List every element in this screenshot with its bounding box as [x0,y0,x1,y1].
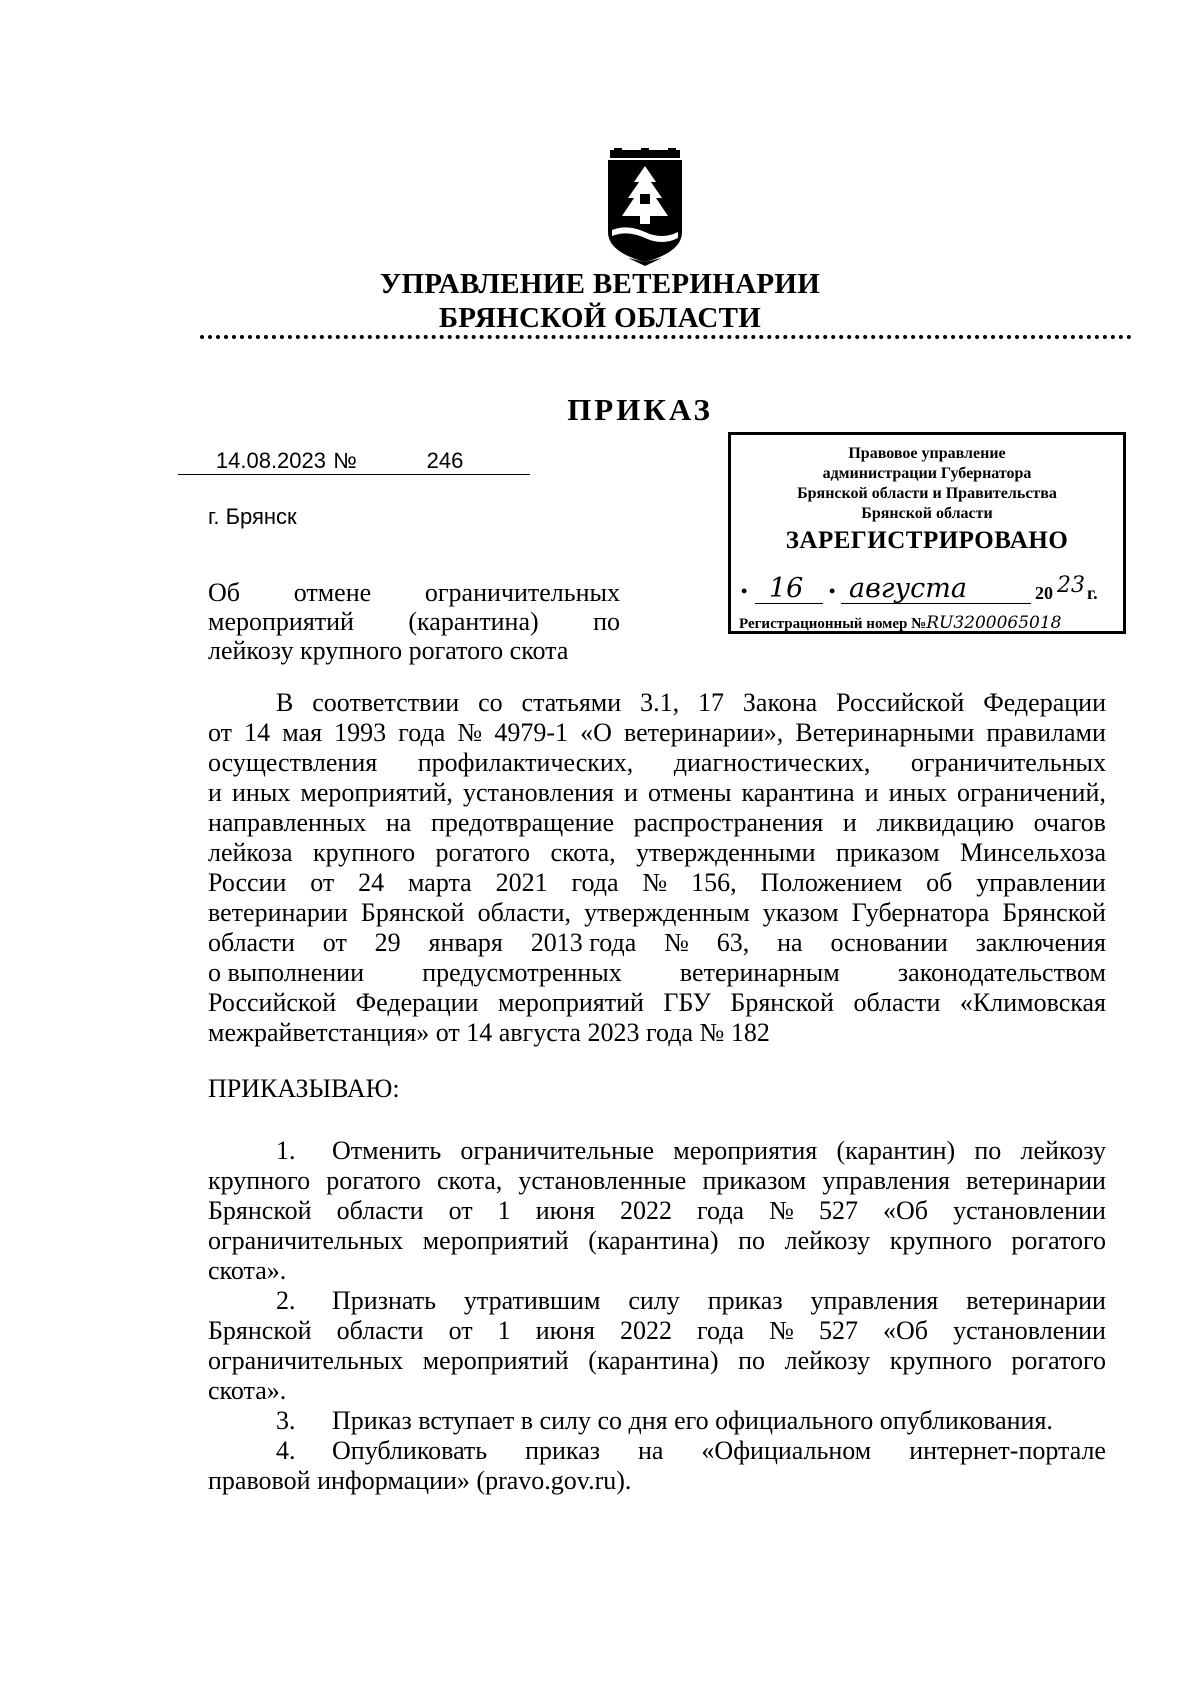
word: на [777,928,803,957]
word: области [208,928,295,957]
word: рогатого [1011,1346,1106,1375]
word: мероприятий [422,1226,569,1255]
word: 63, [716,928,750,957]
word: Об [208,578,241,607]
text-line [208,1316,1106,1346]
word: на [385,808,412,837]
word: Брянской [208,1316,312,1345]
item-number: 4. [276,1436,296,1465]
word: 3.1, [640,688,680,717]
word: области [336,1316,424,1345]
word: ветеринарии [208,898,348,927]
document-title: ПРИКАЗ [567,392,713,427]
word: В [276,688,294,717]
stamp-date: • 16 • августа 20 23 г. [741,573,1098,604]
word: лейкозу [784,1226,871,1255]
item-number: 3. [276,1406,296,1435]
stamp-registration-number [739,613,1125,633]
word: ветеринарным [679,958,840,987]
word: мая [282,718,323,747]
word: России [208,868,287,897]
word: января [428,928,503,957]
text-line [208,1436,1106,1466]
word: 2022 [619,1316,672,1345]
preamble-last-line: межрайветстанция» от 14 августа 2023 года № 182 [208,1018,770,1047]
stamp-year-prefix: 20 [1035,583,1053,603]
word: Положением [760,868,903,897]
preamble-paragraph [208,688,1106,1048]
stamp-line: Брянской области [861,505,993,522]
dotted-divider [200,335,1132,339]
word: 2021 [495,868,548,897]
stamp-line: Правовое управление [848,445,1006,462]
word: 1993 [334,718,387,747]
word: законодательством [897,958,1106,987]
stamp-day: 16 [769,573,804,604]
word: ветеринарии», [624,718,784,747]
word: июня [535,1196,595,1225]
word: года [398,718,446,747]
stamp-line: Брянской области и Правительства [797,485,1057,502]
word: рогатого [1011,1226,1106,1255]
word: ограничительных [208,1346,404,1375]
word: от [310,868,335,897]
word: «Климовская [959,988,1106,1017]
word: Федерации [983,688,1106,717]
item-text: Приказ вступает в силу со дня его официального опубликования. [332,1406,1053,1435]
order-item-1-last: скота». [208,1256,287,1285]
document-city: г. Брянск [208,504,297,529]
word: отмене [293,578,372,607]
word: указом [762,898,839,927]
word: 2013 года [530,928,637,957]
word: ГБУ [663,988,711,1017]
bryansk-coat-of-arms-icon [604,148,686,266]
word: утратившим [463,1286,601,1315]
text-line [208,688,1106,718]
word: июня [535,1316,595,1345]
word: приказом [835,838,940,867]
word: года [571,868,619,897]
text-line [208,1226,1106,1256]
word: мероприятий, [300,778,453,807]
word: Брянской [1002,898,1106,927]
number-sign: № [330,448,360,475]
word: об [926,868,953,897]
word: и [208,778,222,807]
order-items [208,1136,1106,1496]
word: лейкозу [1020,1136,1106,1165]
word: управления [822,1166,951,1195]
word: № [457,718,483,747]
word: ветеринарии [966,1166,1106,1195]
text-line [208,868,1106,898]
word: крупного [889,1346,992,1375]
text-line [208,838,1106,868]
word: очагов [1033,808,1106,837]
word: 4979-1 [494,718,568,747]
word: силу [628,1286,680,1315]
word: «О [580,718,612,747]
word: осуществления [208,748,378,777]
word: (карантина) [408,607,539,636]
word: статьями [521,688,622,717]
word: области [336,1196,424,1225]
word: установленные [518,1166,687,1195]
word: иных [888,778,947,807]
word: скота, [437,1166,503,1195]
word: соответствии [312,688,460,717]
word: приказом [702,1166,807,1195]
item-number: 1. [276,1136,296,1165]
stamp-registered: ЗАРЕГИСТРИРОВАНО [785,527,1069,554]
word: крупного [208,1166,311,1195]
text-line [208,718,1106,748]
word: «Об [883,1196,929,1225]
word: 29 [374,928,401,957]
word: 1 [497,1316,511,1345]
word: Минсельхоза [959,838,1106,867]
word: и [864,778,879,807]
word: и [842,808,857,837]
word: Губернатора [851,898,990,927]
word: 17 [697,688,724,717]
word: Отменить [332,1136,442,1165]
word: 24 [358,868,385,897]
text-line [208,1136,1106,1166]
stamp-line: администрации Губернатора [822,465,1032,482]
text-line [208,808,1106,838]
word: по [593,607,620,636]
word: приказ [525,1436,601,1465]
order-item-4-last: правовой информации» (pravo.gov.ru). [208,1466,632,1495]
word: интернет-портале [909,1436,1106,1465]
word: Российской [836,688,965,717]
stamp-reg-label: Регистрационный номер № [739,616,927,632]
organization-name-line1: УПРАВЛЕНИЕ ВЕТЕРИНАРИИ [379,268,821,300]
word: Опубликовать [332,1436,488,1465]
stamp-year-unit: г. [1087,583,1098,603]
word: Федерации [355,988,479,1017]
word: приказ [707,1286,783,1315]
word: карантина [741,778,855,807]
subject-line [208,578,620,607]
word: основании [830,928,948,957]
word: по [738,1226,766,1255]
word: марта [408,868,472,897]
word: скота, [550,838,616,867]
word: от [322,928,347,957]
word: мероприятий [208,607,354,636]
word: на [637,1436,664,1465]
text-line [208,1196,1106,1226]
item-lead [276,1436,487,1466]
word: Ветеринарными [795,718,975,747]
word: № [642,868,668,897]
word: правилами [986,718,1106,747]
word: предотвращение [430,808,615,837]
item-number: 2. [276,1286,296,1315]
text-line [208,898,1106,928]
word: предусмотренных [422,958,622,987]
word: года [697,1316,745,1345]
organization-name-line2: БРЯНСКОЙ ОБЛАСТИ [438,302,762,334]
word: ограничительные [460,1136,655,1165]
text-line [208,958,1106,988]
word: ветеринарии [966,1286,1106,1315]
order-item-2-last: скота». [208,1376,287,1405]
word: Брянской [730,988,834,1017]
word: Брянской [360,898,465,927]
word: по [974,1136,1002,1165]
text-line [208,988,1106,1018]
word: ограничительных [910,748,1106,777]
word: мероприятия [673,1136,818,1165]
word: и [624,778,638,807]
word: области [853,988,941,1017]
word: лейкозу [784,1346,871,1375]
word: 2022 [619,1196,672,1225]
word: (карантина) [588,1226,719,1255]
word: № [769,1316,794,1345]
word: со [478,688,503,717]
word: 14 [244,718,271,747]
item-lead [276,1286,436,1316]
text-line [208,748,1106,778]
word: установлении [953,1196,1106,1225]
text-line [208,1286,1106,1316]
word: от [448,1196,473,1225]
order-item-3 [208,1406,1106,1436]
word: № [664,928,689,957]
text-line [208,1346,1106,1376]
word: года [697,1196,745,1225]
word: диагностических, [673,748,871,777]
word: (карантин) [836,1136,956,1165]
word: лейкоза [208,838,293,867]
word: мероприятий [497,988,644,1017]
word: «Официальном [701,1436,872,1465]
word: направленных [208,808,367,837]
document-subject [208,578,620,665]
document-date-number [178,448,558,475]
stamp-reg-number: RU3200065018 [926,613,1062,633]
word: 527 [818,1196,858,1225]
word: мероприятий [422,1346,569,1375]
word: рогатого [326,1166,421,1195]
word: от [448,1316,473,1345]
order-item-2 [208,1286,1106,1406]
word: 156, [691,868,737,897]
word: «Об [883,1316,929,1345]
item-lead [276,1136,441,1166]
stamp-year-suffix: 23 [1057,573,1085,598]
order-item-1 [208,1136,1106,1286]
word: 527 [818,1316,858,1345]
stamp-month: августа [849,573,967,604]
subject-line: лейкозу крупного рогатого скота [208,636,569,665]
word: Закона [742,688,818,717]
document-date: 14.08.2023 [178,448,330,475]
word: 1 [497,1196,511,1225]
word: крупного [889,1226,992,1255]
word: (карантина) [588,1346,719,1375]
word: установлении [953,1316,1106,1345]
word: управления [810,1286,939,1315]
text-line [208,1166,1106,1196]
word: ограничительных [208,1226,404,1255]
word: ликвидацию [876,808,1015,837]
word: ограничений, [956,778,1106,807]
word: Брянской [208,1196,312,1225]
document-number: 246 [360,448,530,475]
word: Российской [208,988,337,1017]
word: заключения [975,928,1106,957]
word: иных [232,778,291,807]
word: по [738,1346,766,1375]
registration-stamp [728,432,1126,634]
word: области, [477,898,572,927]
word: управлении [976,868,1106,897]
decree-word: ПРИКАЗЫВАЮ: [208,1074,400,1103]
word: рогатого [435,838,531,867]
word: утвержденным [584,898,750,927]
word: о выполнении [208,958,364,987]
word: распространения [633,808,824,837]
word: утвержденными [636,838,816,867]
text-line [208,928,1106,958]
word: от [208,718,233,747]
word: профилактических, [417,748,634,777]
word: установления [462,778,614,807]
subject-line [208,607,620,636]
word: Признать [332,1286,436,1315]
word: № [769,1196,794,1225]
order-item-4 [208,1436,1106,1496]
word: отмены [648,778,732,807]
word: ограничительных [424,578,620,607]
text-line [208,778,1106,808]
word: крупного [312,838,416,867]
